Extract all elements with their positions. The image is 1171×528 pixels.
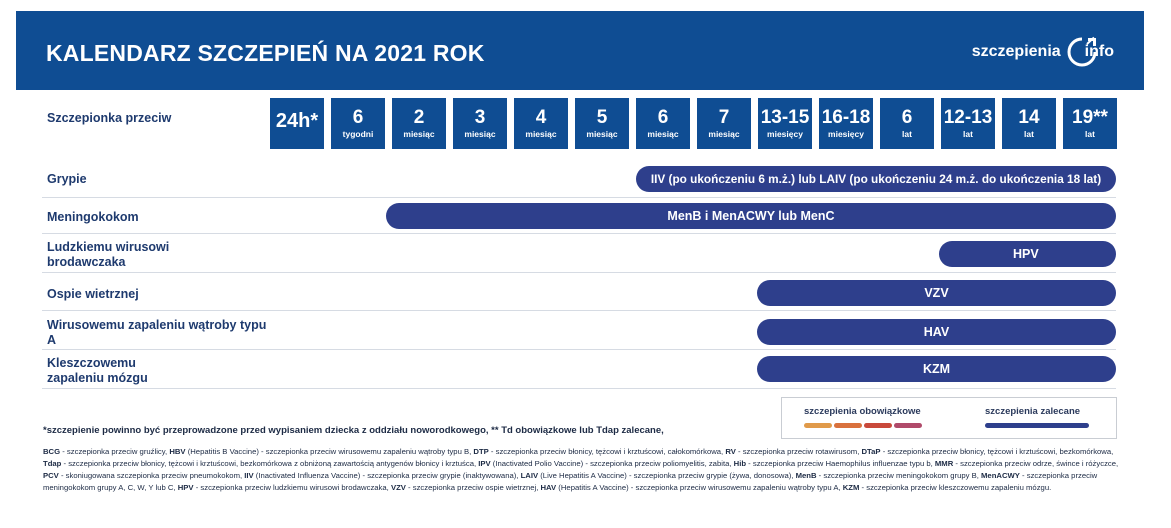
- abbreviation: MMR: [934, 459, 954, 468]
- age-column-2: [331, 98, 385, 149]
- age-unit: miesięcy: [767, 129, 803, 139]
- vaccine-schedule-bar: IIV (po ukończeniu 6 m.ż.) lub LAIV (po ukończeniu 24 m.ż. do ukończenia 18 lat): [636, 166, 1116, 192]
- age-column-9: [758, 98, 812, 149]
- abbreviation: HAV: [540, 483, 557, 492]
- abbreviation-description: - skoniugowana szczepionka przeciw pneumokokom,: [58, 471, 245, 480]
- abbreviation: KZM: [842, 483, 860, 492]
- abbreviation-description: - szczepionka przeciw błonicy, tężcowi i krztuścowi, całokomórkowa,: [488, 447, 726, 456]
- abbreviation-description: - szczepionka przeciw Haemophilus influenzae typu b,: [746, 459, 935, 468]
- legend-mandatory-swatch: [804, 423, 832, 428]
- abbreviation: DTP: [473, 447, 489, 456]
- vaccine-schedule-bar: MenB i MenACWY lub MenC: [386, 203, 1116, 229]
- abbreviation: HBV: [169, 447, 186, 456]
- age-unit: miesiąc: [403, 129, 435, 139]
- legend-recommended-swatch: [985, 423, 1089, 428]
- age-unit: miesiąc: [586, 129, 618, 139]
- vaccine-schedule-bar: HAV: [757, 319, 1116, 345]
- age-value: 14: [1018, 107, 1040, 128]
- age-column-7: [636, 98, 690, 149]
- abbreviations-footer: [43, 446, 1123, 494]
- age-column-10: [819, 98, 873, 149]
- abbreviation: IIV: [244, 471, 254, 480]
- age-unit: miesiąc: [708, 129, 740, 139]
- abbreviation: PCV: [43, 471, 59, 480]
- abbreviation-description: (Hepatitis A Vaccine) - szczepionka przeciw wirusowemu zapaleniu wątroby typu A,: [556, 483, 843, 492]
- legend-mandatory-swatch: [834, 423, 862, 428]
- vaccine-row-label: Ospie wietrznej: [47, 287, 139, 301]
- age-value: 2: [413, 107, 425, 128]
- abbreviation: RV: [725, 447, 736, 456]
- age-value: 13-15: [760, 107, 810, 128]
- legend-recommended-label: szczepienia zalecane: [985, 406, 1081, 417]
- age-column-1: [270, 98, 324, 149]
- age-column-13: [1002, 98, 1056, 149]
- abbreviation: Tdap: [43, 459, 62, 468]
- age-column-12: [941, 98, 995, 149]
- age-value: 6: [657, 107, 669, 128]
- age-value: 19**: [1072, 107, 1108, 128]
- abbreviation: HPV: [177, 483, 194, 492]
- age-column-11: [880, 98, 934, 149]
- vaccine-row-label: Ludzkiemu wirusowi brodawczaka: [47, 240, 170, 269]
- age-column-14: [1063, 98, 1117, 149]
- legend-mandatory-swatch: [864, 423, 892, 428]
- age-unit: tygodni: [342, 129, 374, 139]
- abbreviation-description: (Hepatitis B Vaccine) - szczepionka przeciw wirusowemu zapaleniu wątroby typu B,: [185, 447, 474, 456]
- row-divider: [42, 272, 1116, 273]
- age-value: 16-18: [821, 107, 871, 128]
- age-unit: lat: [963, 129, 973, 139]
- age-column-8: [697, 98, 751, 149]
- age-unit: lat: [902, 129, 912, 139]
- abbreviation-description: (Inactivated Influenza Vaccine) - szczepionka przeciw grypie (inaktywowana),: [253, 471, 521, 480]
- age-unit: miesiąc: [525, 129, 557, 139]
- age-unit: miesięcy: [828, 129, 864, 139]
- abbreviation: VZV: [390, 483, 406, 492]
- row-divider: [42, 233, 1116, 234]
- row-divider: [42, 197, 1116, 198]
- brand-logo: [972, 33, 1114, 71]
- abbreviation: MenB: [795, 471, 817, 480]
- age-value: 4: [535, 107, 547, 128]
- abbreviation-description: - szczepionka przeciw błonicy, tężcowi i krztuścowi, bezkomórkowa,: [880, 447, 1114, 456]
- age-column-5: [514, 98, 568, 149]
- logo-text-info: info: [1084, 43, 1114, 60]
- abbreviation: Hib: [733, 459, 747, 468]
- logo-ring-icon: [1066, 36, 1098, 68]
- abbreviation-description: - szczepionka przeciw ludzkiemu wirusowi brodawczaka,: [193, 483, 391, 492]
- row-divider: [42, 349, 1116, 350]
- age-value: 7: [718, 107, 730, 128]
- age-value: 6: [901, 107, 913, 128]
- age-value: 12-13: [943, 107, 993, 128]
- legend-mandatory-label: szczepienia obowiązkowe: [804, 406, 921, 417]
- age-unit: miesiąc: [647, 129, 679, 139]
- vaccine-schedule-bar: KZM: [757, 356, 1116, 382]
- legend-mandatory-swatch: [894, 423, 922, 428]
- vaccine-row-label: Grypie: [47, 172, 87, 186]
- column-label: Szczepionka przeciw: [47, 111, 172, 125]
- abbreviation-description: - szczepionka przeciw ospie wietrznej,: [405, 483, 541, 492]
- abbreviation: DTaP: [861, 447, 881, 456]
- age-column-4: [453, 98, 507, 149]
- row-divider: [42, 310, 1116, 311]
- abbreviation: LAIV: [520, 471, 539, 480]
- vaccine-row-label: Wirusowemu zapaleniu wątroby typu A: [47, 318, 267, 347]
- logo-text: szczepienia: [971, 43, 1061, 60]
- abbreviation-description: - szczepionka przeciw meningokokom grupy B,: [816, 471, 982, 480]
- abbreviation-description: (Live Hepatitis A Vaccine) - szczepionka przeciw grypie (żywa, donosowa),: [538, 471, 796, 480]
- abbreviation: BCG: [43, 447, 61, 456]
- header-banner: [16, 11, 1144, 90]
- abbreviation-description: - szczepionka przeciw błonicy, tężcowi i krztuścowi, bezkomórkowa z obniżoną zawartością antygenów błonicy i krztuśca,: [61, 459, 479, 468]
- age-column-3: [392, 98, 446, 149]
- abbreviation-description: - szczepionka przeciw rotawirusom,: [735, 447, 862, 456]
- legend: [781, 397, 1117, 439]
- vaccine-row-label: Meningokokom: [47, 210, 139, 224]
- age-unit: lat: [1085, 129, 1095, 139]
- abbreviation-description: - szczepionka przeciw kleszczowemu zapaleniu mózgu.: [859, 483, 1052, 492]
- age-column-6: [575, 98, 629, 149]
- abbreviation-description: - szczepionka przeciw gruźlicy,: [60, 447, 170, 456]
- row-divider: [42, 388, 1116, 389]
- page-title: KALENDARZ SZCZEPIEŃ NA 2021 ROK: [46, 40, 485, 66]
- age-value: 5: [596, 107, 608, 128]
- vaccine-schedule-bar: HPV: [939, 241, 1116, 267]
- age-value: 3: [474, 107, 486, 128]
- abbreviation-description: - szczepionka przeciw odrze, śwince i różyczce,: [953, 459, 1119, 468]
- abbreviation-description: - szczepionka przeciw meningokokom grupy A, C, W, Y lub C,: [43, 471, 1098, 492]
- vaccine-row-label: Kleszczowemu zapaleniu mózgu: [47, 356, 148, 385]
- abbreviation-description: (Inactivated Polio Vaccine) - szczepionka przeciw poliomyelitis, zabita,: [490, 459, 734, 468]
- footnote: *szczepienie powinno być przeprowadzone przed wypisaniem dziecka z oddziału noworodkowego, ** Td obowiązkowe lub Tdap zalecane,: [43, 425, 664, 436]
- age-unit: miesiąc: [464, 129, 496, 139]
- age-unit: lat: [1024, 129, 1034, 139]
- abbreviation: MenACWY: [981, 471, 1020, 480]
- age-value: 24h*: [275, 110, 319, 132]
- age-value: 6: [352, 107, 364, 128]
- abbreviation: IPV: [478, 459, 491, 468]
- vaccine-schedule-bar: VZV: [757, 280, 1116, 306]
